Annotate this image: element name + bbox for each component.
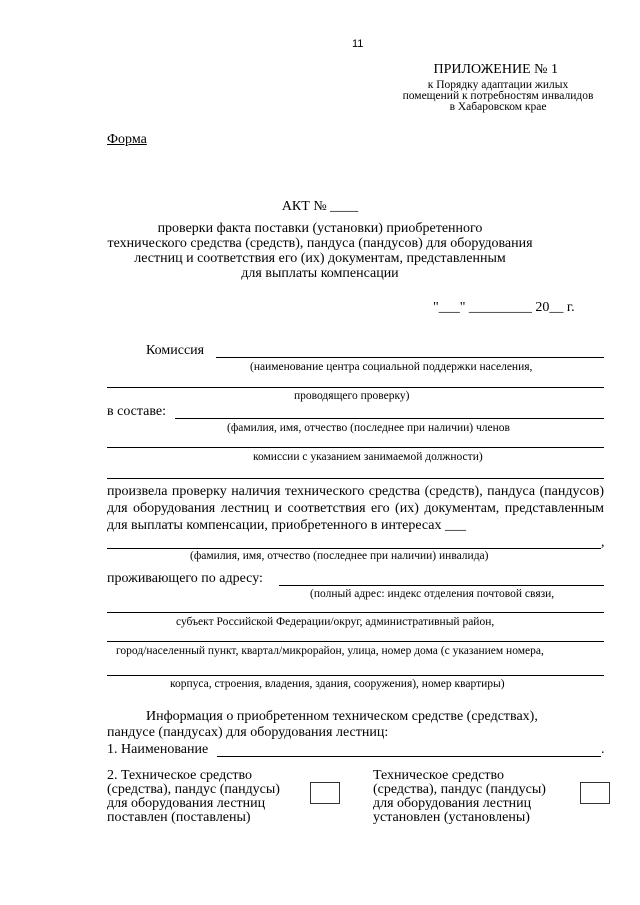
composition-hint-2: комиссии с указанием занимаемой должности) <box>253 451 483 463</box>
installed-text <box>373 769 573 825</box>
address-field[interactable] <box>279 585 604 586</box>
installed-line: Техническое средство <box>373 768 505 783</box>
commission-hint: (наименование центра социальной поддержки населения, <box>250 361 533 373</box>
address-hint-2: субъект Российской Федерации/округ, административный район, <box>176 616 495 628</box>
composition-field[interactable] <box>175 418 604 419</box>
address-hint-3: город/населенный пункт, квартал/микрорайон, улица, номер дома (с указанием номера, <box>116 645 544 657</box>
act-subtitle-line: проверки факта поставки (установки) приобретенного <box>157 221 483 236</box>
composition-field-3[interactable] <box>107 478 604 479</box>
info-line-1: Информация о приобретенном техническом средстве (средствах), <box>146 709 538 724</box>
check-paragraph: произвела проверку наличия технического средства (средств), пандуса (пандусов) для оборудования лестниц и соответствия его (их) документам, представленным для выплаты компенсации, приобретенного в интересах ___ <box>107 484 604 533</box>
address-label: проживающего по адресу: <box>107 571 263 586</box>
act-subtitle-line: лестниц и соответствия его (их) документам, представленным <box>134 251 506 266</box>
commission-label: Комиссия <box>146 343 205 358</box>
act-subtitle-line: для выплаты компенсации <box>241 266 399 281</box>
delivered-text <box>107 769 307 825</box>
page-number: 11 <box>352 38 364 50</box>
invalid-hint: (фамилия, имя, отчество (последнее при наличии) инвалида) <box>190 550 489 562</box>
composition-field-2[interactable] <box>107 447 604 448</box>
appendix-line: в Хабаровском крае <box>449 101 547 113</box>
appendix-subtitle <box>388 80 608 113</box>
delivered-checkbox[interactable] <box>310 782 340 804</box>
appendix-line: к Порядку адаптации жилых <box>427 79 569 91</box>
installed-checkbox[interactable] <box>580 782 610 804</box>
info-line-2: пандусе (пандусах) для оборудования лестниц: <box>107 725 389 740</box>
commission-field[interactable] <box>216 357 604 358</box>
appendix-title: ПРИЛОЖЕНИЕ № 1 <box>433 62 558 77</box>
address-hint-4: корпуса, строения, владения, здания, сооружения), номер квартиры) <box>170 678 505 690</box>
address-field-3[interactable] <box>107 641 604 642</box>
delivered-line: 2. Техническое средство <box>107 768 253 783</box>
installed-line: (средства), пандус (пандусы) <box>373 782 546 797</box>
act-title: АКТ № ____ <box>281 199 359 214</box>
date-line: "___" _________ 20__ г. <box>433 300 575 315</box>
composition-hint: (фамилия, имя, отчество (последнее при наличии) членов <box>227 422 510 434</box>
name-field[interactable] <box>217 756 601 757</box>
appendix-line: помещений к потребностям инвалидов <box>402 90 594 102</box>
commission-hint-2: проводящего проверку) <box>294 390 410 402</box>
act-subtitle-line: технического средства (средств), пандуса (пандусов) для оборудования <box>107 236 533 251</box>
delivered-line: (средства), пандус (пандусы) <box>107 782 280 797</box>
address-field-2[interactable] <box>107 612 604 613</box>
commission-field-2[interactable] <box>107 387 604 388</box>
name-end: . <box>601 742 605 757</box>
address-field-4[interactable] <box>107 675 604 676</box>
form-label: Форма <box>107 132 147 147</box>
installed-line: установлен (установлены) <box>373 810 530 825</box>
comma: , <box>601 535 605 550</box>
composition-label: в составе: <box>107 404 167 419</box>
invalid-name-field[interactable] <box>107 548 601 549</box>
installed-line: для оборудования лестниц <box>373 796 532 811</box>
address-hint: (полный адрес: индекс отделения почтовой связи, <box>310 588 555 600</box>
name-label: 1. Наименование <box>107 742 209 757</box>
delivered-line: для оборудования лестниц <box>107 796 266 811</box>
delivered-line: поставлен (поставлены) <box>107 810 251 825</box>
act-subtitle <box>80 221 560 281</box>
